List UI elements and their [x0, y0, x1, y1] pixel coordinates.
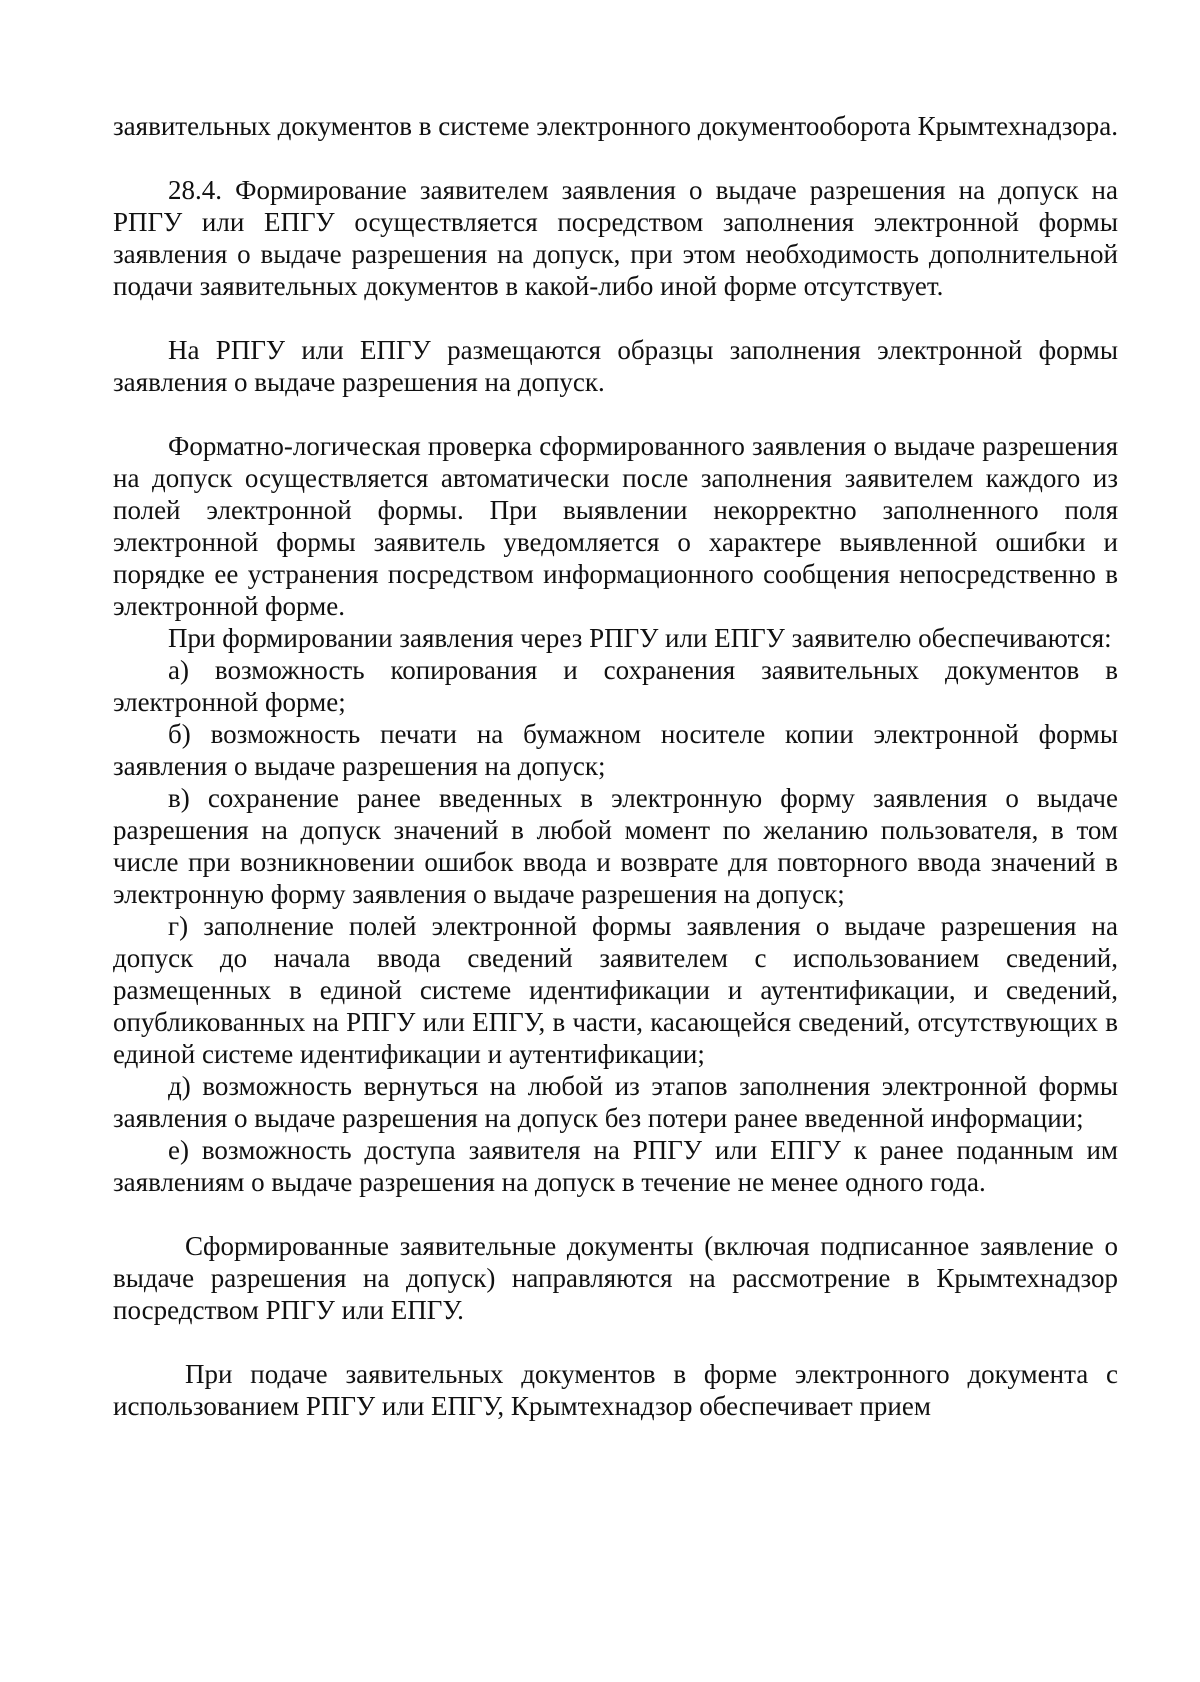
paragraph-format-check: Форматно-логическая проверка сформированного заявления о выдаче разрешения на допуск осуществляется автоматически после заполнения заявителем каждого из полей электронной формы. При выявлении некорректно заполненного поля электронной формы заявитель уведомляется о характере выявленной ошибки и порядке ее устранения посредством информационного сообщения непосредственно в электронной форме.	[113, 431, 1118, 621]
document-body	[113, 110, 1118, 1422]
list-item-e: е) возможность доступа заявителя на РПГУ или ЕПГУ к ранее поданным им заявлениям о выдаче разрешения на допуск в течение не менее одного года.	[113, 1135, 1118, 1197]
paragraph-continuation: заявительных документов в системе электронного документооборота Крымтехнадзора.	[113, 111, 1118, 141]
list-item-a: а) возможность копирования и сохранения заявительных документов в электронной форме;	[113, 655, 1118, 717]
paragraph-electronic-submission: При подаче заявительных документов в форме электронного документа с использованием РПГУ или ЕПГУ, Крымтехнадзор обеспечивает прием	[113, 1359, 1118, 1421]
paragraph-submitted-documents: Сформированные заявительные документы (включая подписанное заявление о выдаче разрешения на допуск) направляются на рассмотрение в Крымтехнадзор посредством РПГУ или ЕПГУ.	[113, 1231, 1118, 1325]
list-item-g: г) заполнение полей электронной формы заявления о выдаче разрешения на допуск до начала ввода сведений заявителем с использованием сведений, размещенных в единой системе идентификации и аутентификации, и сведений, опубликованных на РПГУ или ЕПГУ, в части, касающейся сведений, отсутствующих в единой системе идентификации и аутентификации;	[113, 911, 1118, 1069]
paragraph-samples: На РПГУ или ЕПГУ размещаются образцы заполнения электронной формы заявления о выдаче разрешения на допуск.	[113, 335, 1118, 397]
list-item-d: д) возможность вернуться на любой из этапов заполнения электронной формы заявления о выдаче разрешения на допуск без потери ранее введенной информации;	[113, 1071, 1118, 1133]
paragraph-provisions-intro: При формировании заявления через РПГУ или ЕПГУ заявителю обеспечиваются:	[168, 623, 1112, 653]
paragraph-28-4: 28.4. Формирование заявителем заявления о выдаче разрешения на допуск на РПГУ или ЕПГУ осуществляется посредством заполнения электронной формы заявления о выдаче разрешения на допуск, при этом необходимость дополнительной подачи заявительных документов в какой-либо иной форме отсутствует.	[113, 175, 1118, 301]
list-item-b: б) возможность печати на бумажном носителе копии электронной формы заявления о выдаче разрешения на допуск;	[113, 719, 1118, 781]
list-item-v: в) сохранение ранее введенных в электронную форму заявления о выдаче разрешения на допуск значений в любой момент по желанию пользователя, в том числе при возникновении ошибок ввода и возврате для повторного ввода значений в электронную форму заявления о выдаче разрешения на допуск;	[113, 783, 1118, 909]
